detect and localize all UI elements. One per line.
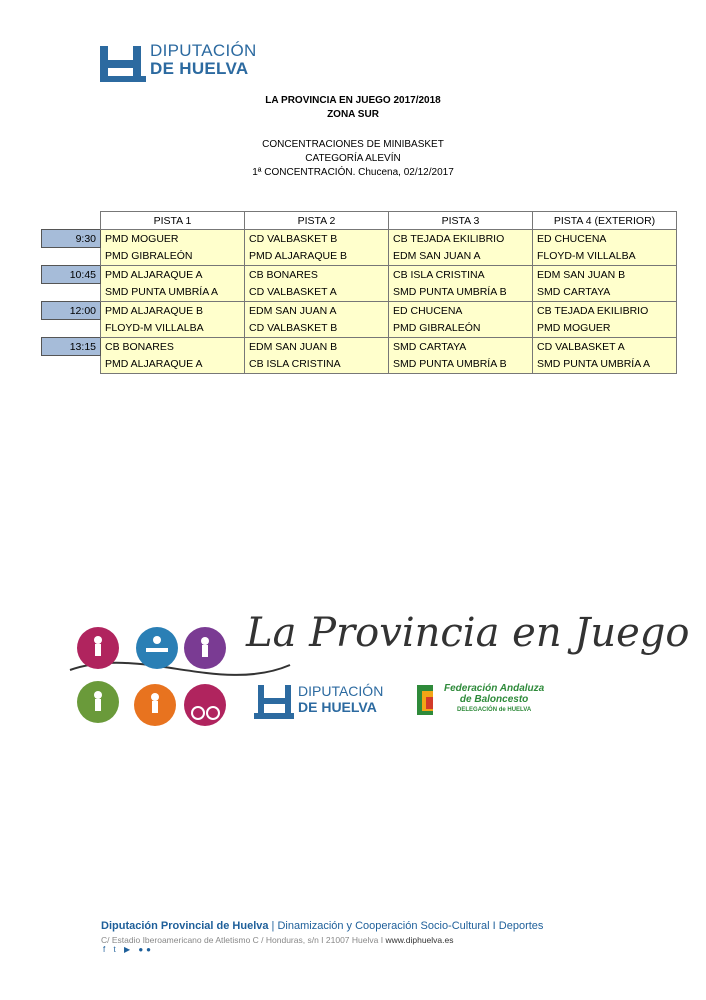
column-header: PISTA 4 (EXTERIOR) — [533, 212, 677, 230]
column-header: PISTA 2 — [245, 212, 389, 230]
team-cell: PMD MOGUER — [533, 320, 677, 338]
footer-org: Diputación Provincial de Huelva — [101, 920, 269, 932]
banner-dip-line-1: DIPUTACIÓN — [298, 683, 384, 699]
team-cell: PMD ALJARAQUE A — [101, 356, 245, 374]
table-row — [42, 266, 677, 284]
team-cell: PMD ALJARAQUE A — [101, 266, 245, 284]
doc-category: CATEGORÍA ALEVÍN — [305, 153, 401, 164]
banner-title: La Provincia en Juego — [246, 610, 690, 656]
time-slot-empty — [42, 320, 101, 338]
fed-line-2: de Baloncesto — [459, 694, 529, 705]
footer-url-link[interactable]: www.diphuelva.es — [385, 935, 454, 945]
team-cell: CB TEJADA EKILIBRIO — [533, 302, 677, 320]
team-cell: EDM SAN JUAN A — [389, 248, 533, 266]
team-cell: SMD CARTAYA — [533, 284, 677, 302]
time-slot-empty — [42, 284, 101, 302]
fed-line-1: Federación Andaluza — [444, 683, 545, 694]
federacion-text — [444, 683, 544, 716]
table-row — [42, 284, 677, 302]
banner-dip-line-2: DE HUELVA — [298, 699, 377, 715]
team-cell: CB BONARES — [245, 266, 389, 284]
youtube-icon[interactable]: ▶ — [123, 945, 134, 954]
team-cell: EDM SAN JUAN B — [245, 338, 389, 356]
time-slot-empty — [42, 248, 101, 266]
team-cell: CB BONARES — [101, 338, 245, 356]
doc-zone: ZONA SUR — [327, 109, 379, 120]
team-cell: SMD PUNTA UMBRÍA B — [389, 356, 533, 374]
doc-event: 1ª CONCENTRACIÓN. Chucena, 02/12/2017 — [252, 167, 454, 178]
footer-dept: | Dinamización y Cooperación Socio-Cultural I Deportes — [268, 920, 544, 932]
table-row — [42, 248, 677, 266]
team-cell: SMD PUNTA UMBRÍA B — [389, 284, 533, 302]
schedule-table — [41, 211, 677, 374]
time-slot: 9:30 — [42, 230, 101, 248]
flickr-icon[interactable]: ●● — [138, 945, 154, 954]
team-cell: PMD ALJARAQUE B — [101, 302, 245, 320]
time-slot-empty — [42, 356, 101, 374]
team-cell: PMD ALJARAQUE B — [245, 248, 389, 266]
banner-diputacion-text — [298, 683, 383, 715]
table-row — [42, 356, 677, 374]
logo-text — [150, 42, 257, 78]
column-header: PISTA 3 — [389, 212, 533, 230]
team-cell: EDM SAN JUAN B — [533, 266, 677, 284]
time-slot: 10:45 — [42, 266, 101, 284]
team-cell: SMD PUNTA UMBRÍA A — [533, 356, 677, 374]
table-row — [42, 230, 677, 248]
logo-line-2: DE HUELVA — [150, 59, 249, 78]
team-cell: CD VALBASKET A — [533, 338, 677, 356]
twitter-icon[interactable]: t — [113, 945, 119, 954]
team-cell: CD VALBASKET B — [245, 230, 389, 248]
team-cell: PMD MOGUER — [101, 230, 245, 248]
footer-address-line — [101, 935, 453, 945]
team-cell: PMD GIBRALEÓN — [389, 320, 533, 338]
team-cell: CD VALBASKET A — [245, 284, 389, 302]
table-row — [42, 338, 677, 356]
footer-org-line — [101, 920, 543, 932]
team-cell: SMD PUNTA UMBRÍA A — [101, 284, 245, 302]
team-cell: ED CHUCENA — [533, 230, 677, 248]
team-cell: FLOYD-M VILLALBA — [101, 320, 245, 338]
table-header-row — [42, 212, 677, 230]
fed-line-3: DELEGACIÓN de HUELVA — [457, 707, 532, 713]
table-row — [42, 302, 677, 320]
team-cell: ED CHUCENA — [389, 302, 533, 320]
facebook-icon[interactable]: f — [103, 945, 109, 954]
table-row — [42, 320, 677, 338]
doc-subtitle: CONCENTRACIONES DE MINIBASKET — [262, 139, 444, 150]
team-cell: EDM SAN JUAN A — [245, 302, 389, 320]
social-icons — [103, 945, 154, 954]
team-cell: CB TEJADA EKILIBRIO — [389, 230, 533, 248]
team-cell: SMD CARTAYA — [389, 338, 533, 356]
team-cell: CD VALBASKET B — [245, 320, 389, 338]
doc-title: LA PROVINCIA EN JUEGO 2017/2018 — [265, 95, 441, 106]
footer-address: C/ Estadio Iberoamericano de Atletismo C / Honduras, s/n I 21007 Huelva I — [101, 935, 386, 945]
time-slot: 12:00 — [42, 302, 101, 320]
logo-line-1: DIPUTACIÓN — [150, 41, 257, 60]
team-cell: PMD GIBRALEÓN — [101, 248, 245, 266]
team-cell: FLOYD-M VILLALBA — [533, 248, 677, 266]
column-header: PISTA 1 — [101, 212, 245, 230]
team-cell: CB ISLA CRISTINA — [245, 356, 389, 374]
time-slot: 13:15 — [42, 338, 101, 356]
sport-cycling-icon — [184, 684, 226, 726]
team-cell: CB ISLA CRISTINA — [389, 266, 533, 284]
